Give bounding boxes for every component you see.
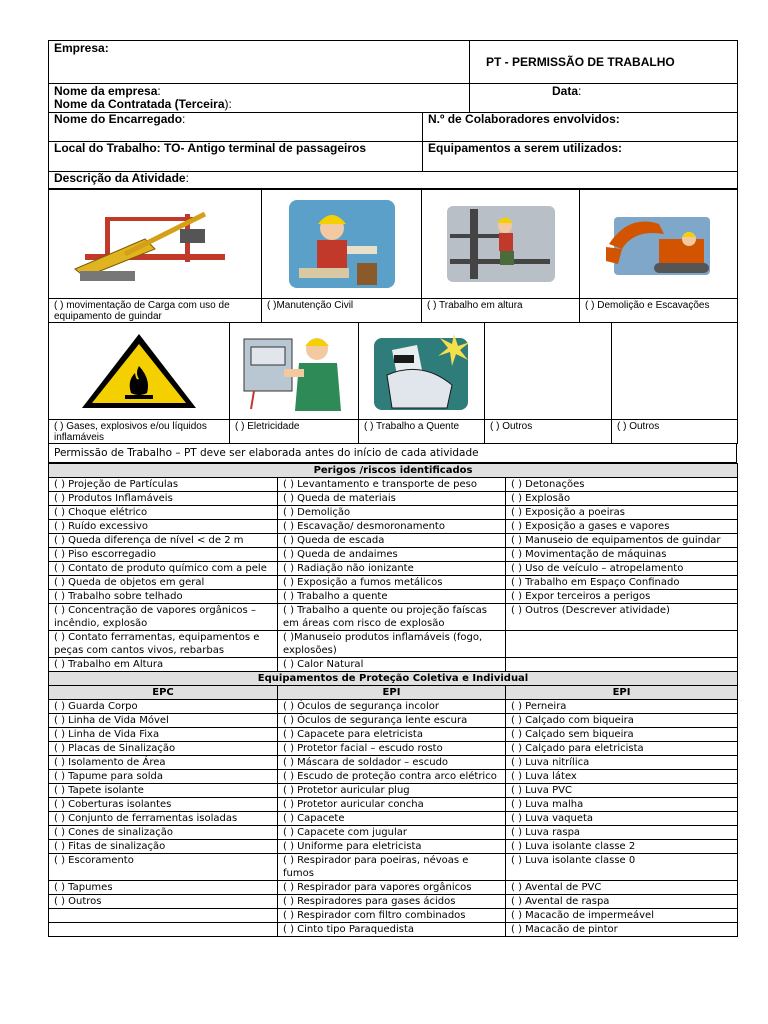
equipment-row [49,812,738,826]
equipment-row-cell[interactable]: ( ) Luva malha [506,798,738,812]
equipment-row [49,770,738,784]
equipment-row-cell[interactable]: ( ) Luva nitrílica [506,756,738,770]
hazard-row-cell[interactable]: ( ) Contato ferramentas, equipamentos e peças com cantos vivos, rebarbas [49,631,278,658]
col-header-epc: EPC [49,686,278,700]
work-permit-form [48,40,737,937]
hazard-row-cell[interactable]: ( ) Choque elétrico [49,506,278,520]
hazard-row [49,604,738,631]
equipment-row-cell[interactable]: ( ) Capacete [278,812,506,826]
empresa-label: Empresa: [54,41,109,55]
equipment-row-cell[interactable]: ( ) Escoramento [49,854,278,881]
hazard-row-cell[interactable]: ( ) Detonações [506,478,738,492]
activities-row-2 [48,323,738,444]
hazard-row-cell[interactable]: ( ) Manuseio de equipamentos de guindar [506,534,738,548]
hazard-row-cell[interactable]: ( ) Concentração de vapores orgânicos – incêndio, explosão [49,604,278,631]
equipment-row [49,895,738,909]
hazard-row-cell[interactable]: ( ) Trabalho em Espaço Confinado [506,576,738,590]
header-table [48,40,738,189]
hazard-row-cell[interactable]: ( ) Outros (Descrever atividade) [506,604,738,631]
equipment-row-cell[interactable]: ( ) Tapume para solda [49,770,278,784]
equipment-row [49,728,738,742]
hazard-row-cell[interactable]: ( ) Exposição a fumos metálicos [278,576,506,590]
equipment-row [49,714,738,728]
activity-label-electricity: ( ) Eletricidade [230,419,358,432]
equipment-row-cell[interactable]: ( ) Óculos de segurança lente escura [278,714,506,728]
equipment-row-cell[interactable]: ( ) Macacão de pintor [506,923,738,937]
hazard-row-cell[interactable]: ( ) Escavação/ desmoronamento [278,520,506,534]
hazard-row-cell[interactable]: ( ) Trabalho em Altura [49,658,278,672]
hazards-table [48,463,738,672]
equipment-row-cell[interactable]: ( ) Coberturas isolantes [49,798,278,812]
col-header-epi-1: EPI [278,686,506,700]
equipment-row-cell[interactable]: ( ) Isolamento de Área [49,756,278,770]
activity-label-crane: ( ) movimentação de Carga com uso de equipamento de guindar [49,298,261,322]
equipment-row-cell[interactable]: ( ) Calçado para eletricista [506,742,738,756]
colaboradores-label: N.º de Colaboradores envolvidos: [428,112,620,126]
equipment-row-cell[interactable]: ( ) Luva isolante classe 0 [506,854,738,881]
equipment-row-cell[interactable]: ( ) Capacete com jugular [278,826,506,840]
equipment-title: Equipamentos de Proteção Coletiva e Individual [49,672,738,686]
equipment-row-cell[interactable]: ( ) Protetor auricular plug [278,784,506,798]
crane-icon [49,190,261,298]
equipment-row-cell[interactable]: ( ) Uniforme para eletricista [278,840,506,854]
hazard-row-cell[interactable]: ( ) Exposição a poeiras [506,506,738,520]
hazard-row [49,506,738,520]
hazard-row-cell[interactable]: ( ) Demolição [278,506,506,520]
equipment-row-cell[interactable]: ( ) Guarda Corpo [49,700,278,714]
hazard-row-cell [506,658,738,672]
hazard-row-cell[interactable]: ( ) Queda de andaimes [278,548,506,562]
equipment-row-cell [49,909,278,923]
construction-worker-icon [262,190,421,298]
hazard-row [49,562,738,576]
hazard-row [49,576,738,590]
date-label: Data [552,84,579,98]
equipment-row [49,742,738,756]
hazard-row-cell[interactable]: ( ) Uso de veículo – atropelamento [506,562,738,576]
activity-cell-height[interactable] [422,190,580,323]
equipment-row-cell[interactable]: ( ) Linha de Vida Móvel [49,714,278,728]
hazard-row-cell[interactable]: ( ) Queda de objetos em geral [49,576,278,590]
equipment-row-cell[interactable]: ( ) Calçado sem biqueira [506,728,738,742]
activity-label-hotwork: ( ) Trabalho a Quente [359,419,484,432]
hazard-row-cell[interactable]: ( ) Projeção de Partículas [49,478,278,492]
equipment-row-cell[interactable]: ( ) Avental de PVC [506,881,738,895]
equipment-row-cell[interactable]: ( ) Avental de raspa [506,895,738,909]
equipment-row-cell[interactable]: ( ) Tapumes [49,881,278,895]
hazard-row-cell[interactable]: ( ) Queda de escada [278,534,506,548]
equipment-row [49,923,738,937]
hazard-row-cell[interactable]: ( ) Movimentação de máquinas [506,548,738,562]
hazard-row-cell[interactable]: ( ) Exposição a gases e vapores [506,520,738,534]
equipment-row [49,909,738,923]
hazard-row-cell[interactable]: ( ) Trabalho sobre telhado [49,590,278,604]
hazard-row-cell[interactable]: ( )Manuseio produtos inflamáveis (fogo, explosões) [278,631,506,658]
date-field[interactable]: Data: [470,84,738,113]
equipamentos-label: Equipamentos a serem utilizados: [428,141,623,155]
activity-cell-crane[interactable] [49,190,262,323]
hazard-row-cell [506,631,738,658]
company-names-field[interactable]: Nome da empresa: Nome da Contratada (Terceira): [49,84,470,113]
equipment-row [49,700,738,714]
hazard-row-cell[interactable]: ( ) Radiação não ionizante [278,562,506,576]
equipment-row [49,854,738,881]
equipment-row-cell[interactable]: ( ) Protetor facial – escudo rosto [278,742,506,756]
equipment-row-cell[interactable]: ( ) Respiradores para gases ácidos [278,895,506,909]
activity-cell-electricity[interactable] [230,323,359,444]
activity-label-demolition: ( ) Demolição e Escavações [580,298,737,311]
hazard-row [49,478,738,492]
activity-label-other-2: ( ) Outros [612,419,737,432]
equipment-row-cell[interactable]: ( ) Protetor auricular concha [278,798,506,812]
equipment-row-cell[interactable]: ( ) Perneira [506,700,738,714]
hazard-row-cell[interactable]: ( ) Queda diferença de nível < de 2 m [49,534,278,548]
equipment-row-cell[interactable]: ( ) Luva isolante classe 2 [506,840,738,854]
nome-empresa-label: Nome da empresa [54,84,158,98]
encarregado-label: Nome do Encarregado [54,112,183,126]
equipment-row [49,756,738,770]
nome-contratada-label: Nome da Contratada (Terceira [54,97,225,111]
hazard-row-cell[interactable]: ( ) Expor terceiros a perigos [506,590,738,604]
hazard-row [49,631,738,658]
activity-label-civil: ( )Manutenção Civil [262,298,421,311]
hazard-row-cell[interactable]: ( ) Levantamento e transporte de peso [278,478,506,492]
equipment-row-cell[interactable]: ( ) Respirador com filtro combinados [278,909,506,923]
equipment-row [49,798,738,812]
hazard-row-cell[interactable]: ( ) Piso escorregadio [49,548,278,562]
equipment-row-cell[interactable]: ( ) Cones de sinalização [49,826,278,840]
hazard-row-cell[interactable]: ( ) Produtos Inflamáveis [49,492,278,506]
equipment-row-cell [49,923,278,937]
activity-label-gases: ( ) Gases, explosivos e/ou líquidos inflamáveis [49,419,229,443]
encarregado-field[interactable]: Nome do Encarregado: [49,113,423,142]
equipment-row [49,784,738,798]
welder-icon [359,323,484,419]
equipment-row [49,881,738,895]
activity-cell-other-2[interactable] [612,323,738,444]
equipment-row-cell[interactable]: ( ) Fitas de sinalização [49,840,278,854]
equipment-row-cell[interactable]: ( ) Óculos de segurança incolor [278,700,506,714]
equipment-row [49,826,738,840]
equipment-row-cell[interactable]: ( ) Máscara de soldador – escudo [278,756,506,770]
colaboradores-field[interactable] [423,113,738,142]
equipment-row-cell[interactable]: ( ) Outros [49,895,278,909]
scaffold-worker-icon [422,190,579,298]
equipment-row-cell[interactable]: ( ) Luva raspa [506,826,738,840]
equipment-row-cell[interactable]: ( ) Luva PVC [506,784,738,798]
activity-cell-other-1[interactable] [485,323,612,444]
activity-cell-gases[interactable] [49,323,230,444]
hazards-title: Perigos /riscos identificados [49,464,738,478]
hazard-row-cell[interactable]: ( ) Ruído excessivo [49,520,278,534]
equipment-row-cell[interactable]: ( ) Respirador para vapores orgânicos [278,881,506,895]
empresa-field[interactable] [49,41,470,84]
col-header-epi-2: EPI [506,686,738,700]
equipment-row-cell[interactable]: ( ) Luva látex [506,770,738,784]
equipment-row-cell[interactable]: ( ) Luva vaqueta [506,812,738,826]
activity-cell-civil[interactable] [262,190,422,323]
equipment-row-cell[interactable]: ( ) Tapete isolante [49,784,278,798]
hazard-row [49,590,738,604]
hazard-row-cell[interactable]: ( ) Contato de produto químico com a pele [49,562,278,576]
equipment-row-cell[interactable]: ( ) Placas de Sinalização [49,742,278,756]
activities-row-1 [48,189,738,323]
hazard-row-cell[interactable]: ( ) Trabalho a quente [278,590,506,604]
equipamentos-field[interactable] [423,142,738,172]
hazard-row [49,534,738,548]
hazard-row [49,492,738,506]
equipment-row-cell[interactable]: ( ) Escudo de proteção contra arco elétrico [278,770,506,784]
activity-cell-hotwork[interactable] [359,323,485,444]
equipment-row-cell[interactable]: ( ) Linha de Vida Fixa [49,728,278,742]
note-table [48,444,737,463]
permit-note: Permissão de Trabalho – PT deve ser elaborada antes do início de cada atividade [49,444,737,463]
electrician-icon [230,323,358,419]
descricao-field[interactable]: Descrição da Atividade: [49,172,738,189]
hazard-row-cell[interactable]: ( ) Trabalho a quente ou projeção faíscas em áreas com risco de explosão [278,604,506,631]
hazard-row-cell[interactable]: ( ) Explosão [506,492,738,506]
hazard-row [49,548,738,562]
equipment-row-cell[interactable]: ( ) Calçado com biqueira [506,714,738,728]
hazard-row [49,520,738,534]
equipment-row [49,840,738,854]
local-field[interactable] [49,142,423,172]
excavator-icon [580,190,737,298]
hazard-row [49,658,738,672]
activity-label-height: ( ) Trabalho em altura [422,298,579,311]
equipment-row-cell[interactable]: ( ) Conjunto de ferramentas isoladas [49,812,278,826]
equipment-row-cell[interactable]: ( ) Respirador para poeiras, névoas e fumos [278,854,506,881]
activity-cell-demolition[interactable] [580,190,738,323]
descricao-label: Descrição da Atividade [54,171,186,185]
activity-label-other-1: ( ) Outros [485,419,611,432]
local-label: Local do Trabalho: TO- Antigo terminal de passageiros [54,141,367,155]
flammable-warning-icon [49,323,229,419]
equipment-row-cell[interactable]: ( ) Cinto tipo Paraquedista [278,923,506,937]
equipment-table [48,672,738,937]
hazard-row-cell[interactable]: ( ) Calor Natural [278,658,506,672]
equipment-row-cell[interactable]: ( ) Macacão de impermeável [506,909,738,923]
equipment-row-cell[interactable]: ( ) Capacete para eletricista [278,728,506,742]
hazard-row-cell[interactable]: ( ) Queda de materiais [278,492,506,506]
form-title: PT - PERMISSÃO DE TRABALHO [470,41,738,84]
